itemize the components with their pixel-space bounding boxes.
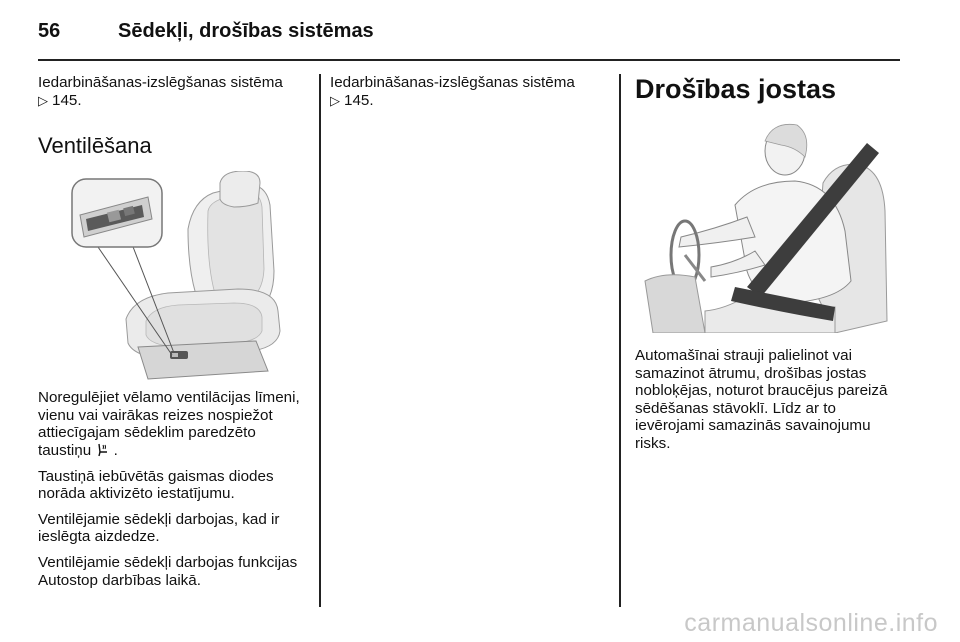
- ventilated-seat-illustration: [38, 171, 304, 381]
- header-rule: [38, 59, 900, 61]
- cross-ref-page[interactable]: 145.: [52, 91, 82, 109]
- column-2: [330, 74, 602, 109]
- page-ref-arrow-icon: ▷: [38, 92, 48, 108]
- paragraph-led-indicator: Taustiņā iebūvētās gaismas diodes norāda aktivizēto iestatījumu.: [38, 467, 274, 503]
- seat-belt-illustration: [635, 121, 900, 333]
- column-divider-1: [319, 74, 321, 607]
- page-header: [38, 20, 900, 60]
- column-divider-2: [619, 74, 621, 607]
- chapter-title: Sēdekļi, drošības sistēmas: [118, 20, 374, 42]
- paragraph-seat-belts: Automašīnai strauji palielinot vai samazinot ātrumu, drošības jostas nobloķējas, noturot braucējus pareizā sēdēšanas stāvoklī. Līdz ar to ievērojami samazinās savainojumu risks.: [635, 347, 888, 452]
- cross-ref-text: Iedarbināšanas-izslēgšanas sistēma: [38, 74, 283, 91]
- cross-reference-2: [330, 74, 602, 109]
- paragraph-autostop: Ventilējamie sēdekļi darbojas funkcijas Autostop darbības laikā.: [38, 553, 298, 589]
- cross-ref-text: Iedarbināšanas-izslēgšanas sistēma: [330, 74, 575, 91]
- section-heading-ventilation: Ventilēšana: [38, 133, 152, 159]
- column-3: [635, 74, 905, 453]
- page-ref-arrow-icon: ▷: [330, 92, 340, 108]
- cross-ref-page[interactable]: 145.: [344, 91, 374, 109]
- cross-reference-1: [38, 74, 304, 109]
- ventilated-seat-button-icon: [95, 442, 113, 459]
- paragraph-adjust-ventilation: Noregulējiet vēlamo ventilācijas līmeni, vienu vai vairākas reizes nospiežot attiecīgajam sēdeklim paredzēto taustiņu .: [38, 389, 300, 459]
- section-heading-seat-belts: Drošības jostas: [635, 74, 837, 104]
- paragraph-ignition: Ventilējamie sēdekļi darbojas, kad ir ieslēgta aizdedze.: [38, 510, 280, 546]
- watermark: carmanualsonline.info: [684, 609, 938, 637]
- column-1: [38, 74, 304, 589]
- page-number: 56: [38, 20, 61, 42]
